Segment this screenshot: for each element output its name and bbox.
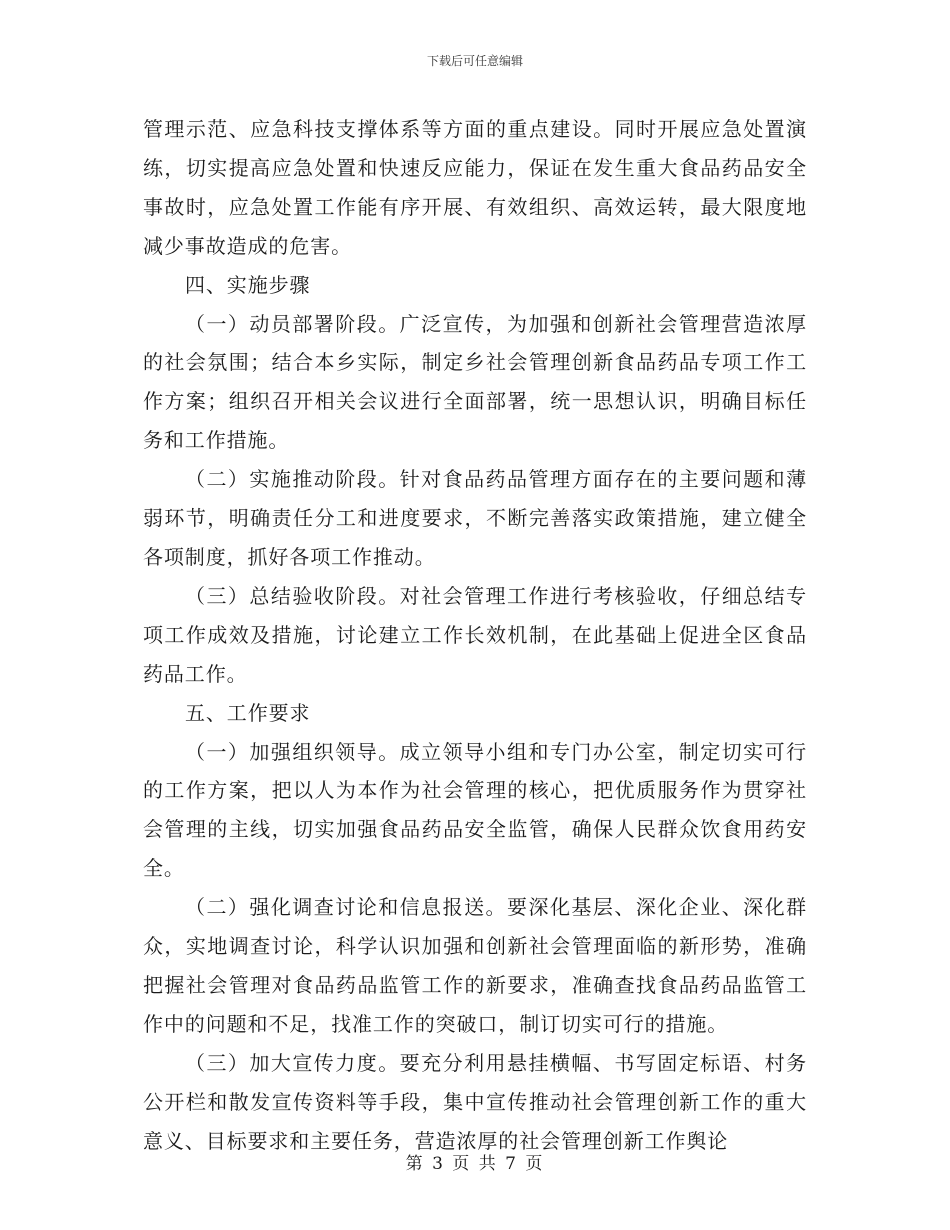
section-heading: 四、实施步骤: [185, 272, 311, 297]
paragraph: （三）加大宣传力度。要充分利用悬挂横幅、书写固定标语、村务公开栏和散发宣传资料等手段，集中宣传推动社会管理创新工作的重大意义、目标要求和主要任务，营造浓厚的社会管理创新工作舆论: [143, 1050, 807, 1153]
paragraph: （一）动员部署阶段。广泛宣传，为加强和创新社会管理营造浓厚的社会氛围；结合本乡实际，制定乡社会管理创新食品药品专项工作工作方案；组织召开相关会议进行全面部署，统一思想认识，明确目标任务和工作措施。: [143, 311, 807, 453]
paragraph: （一）加强组织领导。成立领导小组和专门办公室，制定切实可行的工作方案，把以人为本作为社会管理的核心，把优质服务作为贯穿社会管理的主线，切实加强食品药品安全监管，确保人民群众饮食用药安全。: [143, 739, 807, 881]
page-number-footer: 第 3 页 共 7 页: [405, 1154, 545, 1174]
section-heading: 五、工作要求: [185, 700, 311, 725]
page-header: 下载后可任意编辑: [426, 54, 523, 68]
paragraph: （二）实施推动阶段。针对食品药品管理方面存在的主要问题和薄弱环节，明确责任分工和进度要求，不断完善落实政策措施，建立健全各项制度，抓好各项工作推动。: [143, 467, 807, 569]
paragraph: （三）总结验收阶段。对社会管理工作进行考核验收，仔细总结专项工作成效及措施，讨论建立工作长效机制，在此基础上促进全区食品药品工作。: [143, 583, 807, 686]
document-body: [143, 110, 807, 1160]
paragraph: 管理示范、应急科技支撑体系等方面的重点建设。同时开展应急处置演练，切实提高应急处置和快速反应能力，保证在发生重大食品药品安全事故时，应急处置工作能有序开展、有效组织、高效运转，最大限度地减少事故造成的危害。: [143, 117, 807, 258]
paragraph: （二）强化调查讨论和信息报送。要深化基层、深化企业、深化群众，实地调查讨论，科学认识加强和创新社会管理面临的新形势，准确把握社会管理对食品药品监管工作的新要求，准确查找食品药品监管工作中的问题和不足，找准工作的突破口，制订切实可行的措施。: [143, 895, 807, 1036]
